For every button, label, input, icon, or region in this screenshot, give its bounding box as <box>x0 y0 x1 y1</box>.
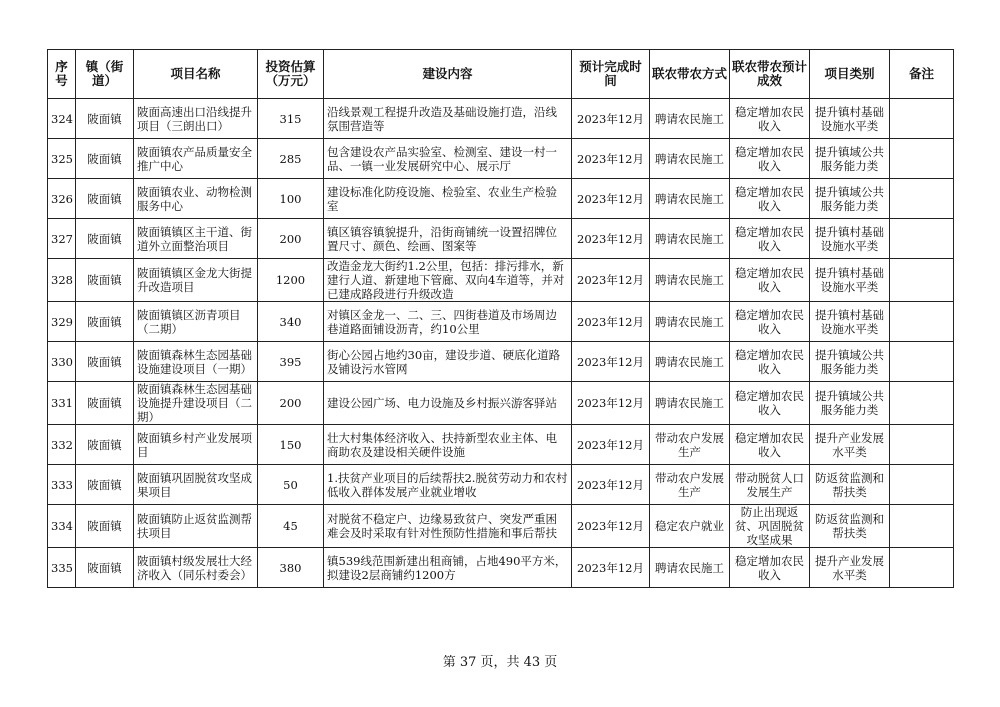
cell-category: 提升镇域公共服务能力类 <box>810 382 890 425</box>
cell-content: 对脱贫不稳定户、边缘易致贫户、突发严重困难会及时采取有针对性预防性措施和事后帮扶 <box>324 505 572 548</box>
cell-content: 镇区镇容镇貌提升，沿街商铺统一设置招牌位置尺寸、颜色、绘画、图案等 <box>324 219 572 259</box>
cell-investment: 200 <box>258 382 324 425</box>
cell-content: 街心公园占地约30亩，建设步道、硬底化道路及铺设污水管网 <box>324 342 572 382</box>
cell-town: 陂面镇 <box>76 179 134 219</box>
cell-project-name: 陂面镇森林生态园基础设施提升建设项目（二期） <box>134 382 258 425</box>
cell-link-method: 带动农户发展生产 <box>650 425 730 465</box>
cell-link-effect: 稳定增加农民收入 <box>730 548 810 588</box>
cell-content: 包含建设农产品实验室、检测室、建设一村一品、一镇一业发展研究中心、展示厅 <box>324 139 572 179</box>
cell-remarks <box>890 382 954 425</box>
cell-town: 陂面镇 <box>76 139 134 179</box>
table-row <box>48 259 954 302</box>
header-row <box>48 50 954 99</box>
cell-link-effect: 稳定增加农民收入 <box>730 342 810 382</box>
table-row <box>48 342 954 382</box>
cell-remarks <box>890 465 954 505</box>
cell-link-effect: 稳定增加农民收入 <box>730 302 810 342</box>
cell-link-method: 聘请农民施工 <box>650 259 730 302</box>
cell-town: 陂面镇 <box>76 342 134 382</box>
header-col-remarks: 备注 <box>890 50 954 99</box>
cell-index: 332 <box>48 425 76 465</box>
header-col-index: 序号 <box>48 50 76 99</box>
cell-completion: 2023年12月 <box>572 465 650 505</box>
header-col-project-name: 项目名称 <box>134 50 258 99</box>
cell-remarks <box>890 505 954 548</box>
cell-town: 陂面镇 <box>76 219 134 259</box>
cell-link-method: 带动农户发展生产 <box>650 465 730 505</box>
cell-link-effect: 防止出现返贫、巩固脱贫攻坚成果 <box>730 505 810 548</box>
cell-link-effect: 稳定增加农民收入 <box>730 219 810 259</box>
cell-index: 327 <box>48 219 76 259</box>
cell-link-method: 聘请农民施工 <box>650 342 730 382</box>
table-row <box>48 302 954 342</box>
cell-link-method: 聘请农民施工 <box>650 179 730 219</box>
cell-investment: 100 <box>258 179 324 219</box>
cell-link-effect: 稳定增加农民收入 <box>730 99 810 139</box>
cell-project-name: 陂面镇镇区沥青项目（二期） <box>134 302 258 342</box>
cell-index: 334 <box>48 505 76 548</box>
cell-town: 陂面镇 <box>76 465 134 505</box>
cell-category: 提升产业发展水平类 <box>810 548 890 588</box>
cell-link-effect: 带动脱贫人口发展生产 <box>730 465 810 505</box>
cell-project-name: 陂面镇巩固脱贫攻坚成果项目 <box>134 465 258 505</box>
cell-remarks <box>890 425 954 465</box>
cell-index: 324 <box>48 99 76 139</box>
cell-completion: 2023年12月 <box>572 548 650 588</box>
table-row <box>48 505 954 548</box>
header-col-link-effect: 联农带农预计成效 <box>730 50 810 99</box>
cell-investment: 1200 <box>258 259 324 302</box>
cell-remarks <box>890 179 954 219</box>
cell-project-name: 陂面高速出口沿线提升项目（三朗出口） <box>134 99 258 139</box>
cell-content: 1.扶贫产业项目的后续帮扶2.脱贫劳动力和农村低收入群体发展产业就业增收 <box>324 465 572 505</box>
cell-project-name: 陂面镇村级发展壮大经济收入（同乐村委会） <box>134 548 258 588</box>
cell-index: 325 <box>48 139 76 179</box>
cell-completion: 2023年12月 <box>572 342 650 382</box>
project-table <box>47 49 954 588</box>
cell-completion: 2023年12月 <box>572 302 650 342</box>
cell-link-method: 聘请农民施工 <box>650 139 730 179</box>
cell-category: 提升镇村基础设施水平类 <box>810 99 890 139</box>
cell-link-effect: 稳定增加农民收入 <box>730 425 810 465</box>
cell-link-effect: 稳定增加农民收入 <box>730 139 810 179</box>
cell-category: 提升产业发展水平类 <box>810 425 890 465</box>
header-col-link-method: 联农带农方式 <box>650 50 730 99</box>
table-body <box>48 99 954 588</box>
cell-link-method: 聘请农民施工 <box>650 302 730 342</box>
table-row <box>48 219 954 259</box>
cell-town: 陂面镇 <box>76 382 134 425</box>
cell-link-method: 稳定农户就业 <box>650 505 730 548</box>
table-row <box>48 548 954 588</box>
cell-link-method: 聘请农民施工 <box>650 382 730 425</box>
cell-content: 建设标准化防疫设施、检验室、农业生产检验室 <box>324 179 572 219</box>
cell-content: 改造金龙大街约1.2公里，包括：排污排水，新建行人道、新建地下管廊、双向4车道等，并对已建成路段进行升级改造 <box>324 259 572 302</box>
cell-completion: 2023年12月 <box>572 259 650 302</box>
cell-index: 331 <box>48 382 76 425</box>
header-col-investment: 投资估算（万元） <box>258 50 324 99</box>
table-row <box>48 465 954 505</box>
cell-index: 330 <box>48 342 76 382</box>
cell-completion: 2023年12月 <box>572 425 650 465</box>
cell-investment: 340 <box>258 302 324 342</box>
header-col-category: 项目类别 <box>810 50 890 99</box>
cell-town: 陂面镇 <box>76 505 134 548</box>
cell-link-method: 聘请农民施工 <box>650 99 730 139</box>
header-col-town: 镇（街道） <box>76 50 134 99</box>
cell-investment: 315 <box>258 99 324 139</box>
cell-completion: 2023年12月 <box>572 139 650 179</box>
table-header <box>48 50 954 99</box>
cell-category: 提升镇域公共服务能力类 <box>810 179 890 219</box>
cell-completion: 2023年12月 <box>572 179 650 219</box>
cell-category: 防返贫监测和帮扶类 <box>810 465 890 505</box>
cell-town: 陂面镇 <box>76 548 134 588</box>
cell-index: 326 <box>48 179 76 219</box>
cell-project-name: 陂面镇农产品质量安全推广中心 <box>134 139 258 179</box>
cell-content: 建设公园广场、电力设施及乡村振兴游客驿站 <box>324 382 572 425</box>
table-row <box>48 179 954 219</box>
page-footer: 第 37 页，共 43 页 <box>442 655 558 670</box>
cell-category: 提升镇域公共服务能力类 <box>810 342 890 382</box>
cell-project-name: 陂面镇镇区主干道、街道外立面整治项目 <box>134 219 258 259</box>
cell-investment: 395 <box>258 342 324 382</box>
cell-investment: 50 <box>258 465 324 505</box>
cell-category: 提升镇村基础设施水平类 <box>810 259 890 302</box>
cell-remarks <box>890 259 954 302</box>
cell-completion: 2023年12月 <box>572 219 650 259</box>
cell-category: 提升镇村基础设施水平类 <box>810 302 890 342</box>
cell-link-effect: 稳定增加农民收入 <box>730 179 810 219</box>
cell-index: 335 <box>48 548 76 588</box>
header-col-content: 建设内容 <box>324 50 572 99</box>
table-row <box>48 139 954 179</box>
cell-content: 镇539线范围新建出租商铺，占地490平方米，拟建设2层商铺约1200方 <box>324 548 572 588</box>
cell-category: 防返贫监测和帮扶类 <box>810 505 890 548</box>
cell-project-name: 陂面镇乡村产业发展项目 <box>134 425 258 465</box>
cell-link-method: 聘请农民施工 <box>650 548 730 588</box>
cell-investment: 150 <box>258 425 324 465</box>
cell-index: 333 <box>48 465 76 505</box>
cell-completion: 2023年12月 <box>572 99 650 139</box>
cell-content: 对镇区金龙一、二、三、四街巷道及市场周边巷道路面铺设沥青，约10公里 <box>324 302 572 342</box>
cell-category: 提升镇域公共服务能力类 <box>810 139 890 179</box>
table-row <box>48 425 954 465</box>
cell-remarks <box>890 548 954 588</box>
cell-link-effect: 稳定增加农民收入 <box>730 382 810 425</box>
cell-remarks <box>890 99 954 139</box>
cell-town: 陂面镇 <box>76 259 134 302</box>
table-row <box>48 382 954 425</box>
cell-link-method: 聘请农民施工 <box>650 219 730 259</box>
cell-project-name: 陂面镇镇区金龙大街提升改造项目 <box>134 259 258 302</box>
cell-town: 陂面镇 <box>76 99 134 139</box>
cell-index: 328 <box>48 259 76 302</box>
cell-remarks <box>890 302 954 342</box>
cell-project-name: 陂面镇森林生态园基础设施建设项目（一期） <box>134 342 258 382</box>
cell-content: 沿线景观工程提升改造及基础设施打造，沿线氛围营造等 <box>324 99 572 139</box>
header-col-completion: 预计完成时间 <box>572 50 650 99</box>
cell-project-name: 陂面镇农业、动物检测服务中心 <box>134 179 258 219</box>
cell-completion: 2023年12月 <box>572 505 650 548</box>
cell-investment: 45 <box>258 505 324 548</box>
cell-completion: 2023年12月 <box>572 382 650 425</box>
cell-investment: 200 <box>258 219 324 259</box>
cell-category: 提升镇村基础设施水平类 <box>810 219 890 259</box>
table-row <box>48 99 954 139</box>
cell-remarks <box>890 139 954 179</box>
cell-remarks <box>890 219 954 259</box>
cell-remarks <box>890 342 954 382</box>
cell-town: 陂面镇 <box>76 302 134 342</box>
cell-index: 329 <box>48 302 76 342</box>
cell-project-name: 陂面镇防止返贫监测帮扶项目 <box>134 505 258 548</box>
cell-content: 壮大村集体经济收入、扶持新型农业主体、电商助农及建设相关硬件设施 <box>324 425 572 465</box>
cell-link-effect: 稳定增加农民收入 <box>730 259 810 302</box>
cell-investment: 285 <box>258 139 324 179</box>
cell-town: 陂面镇 <box>76 425 134 465</box>
cell-investment: 380 <box>258 548 324 588</box>
